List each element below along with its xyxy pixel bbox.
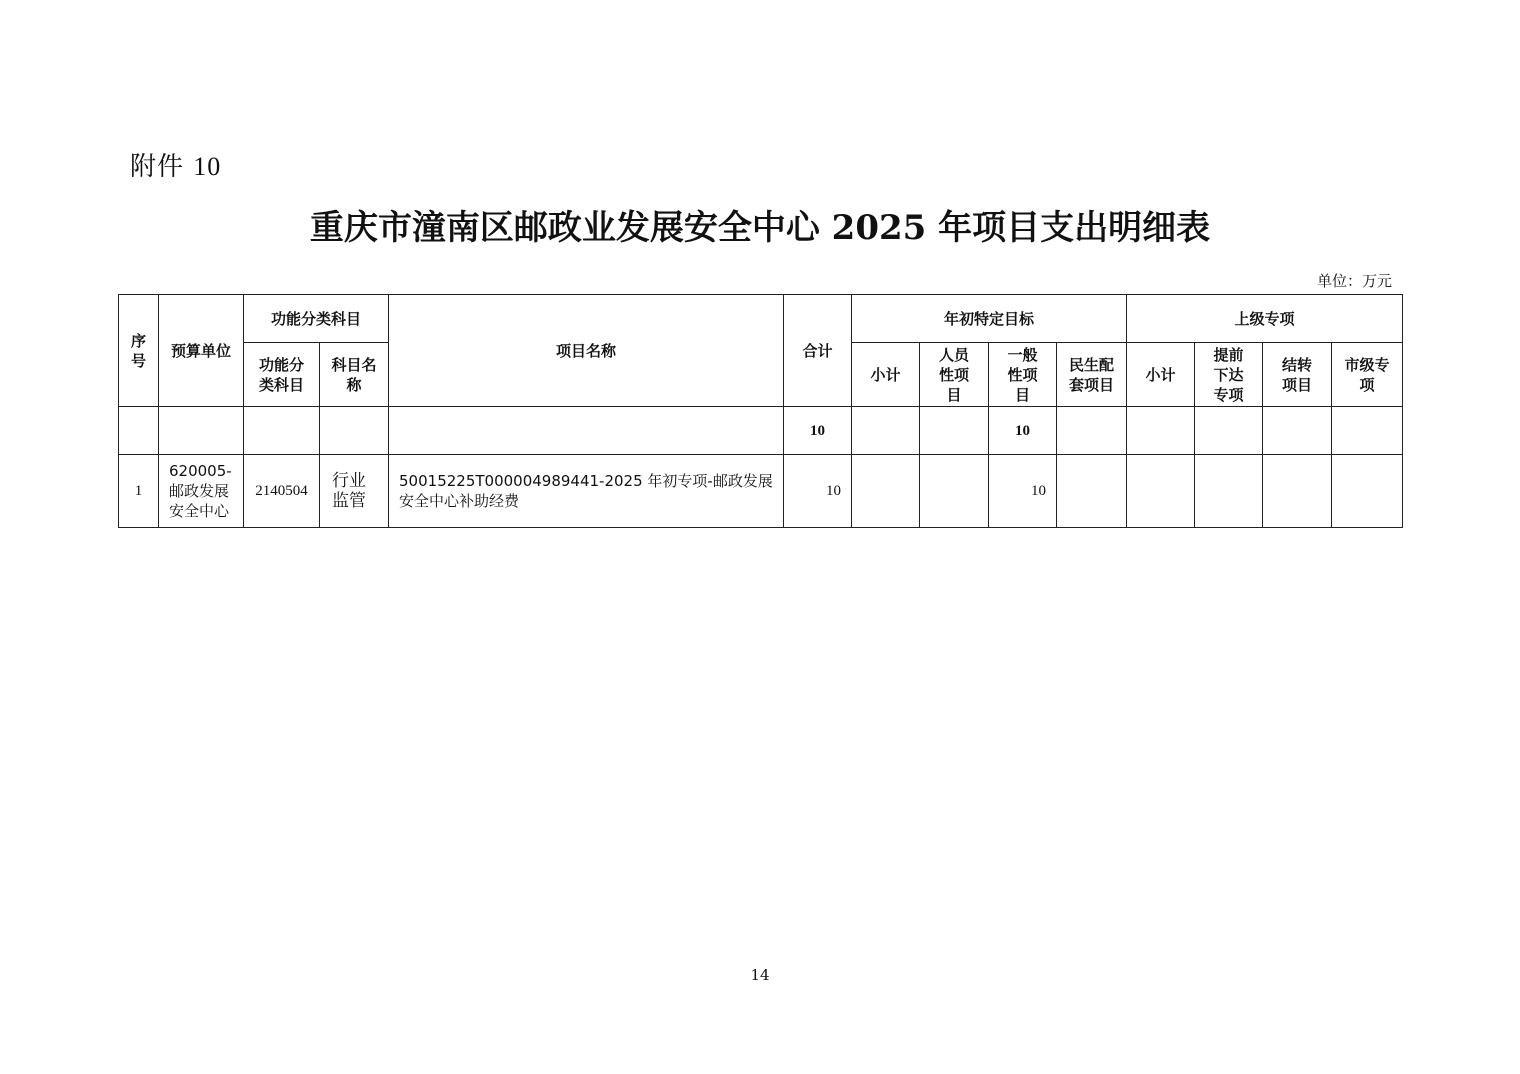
row-upper-carryover (1263, 455, 1332, 528)
summary-upper-advance (1195, 407, 1263, 455)
summary-annual-personnel (920, 407, 989, 455)
summary-row (119, 407, 1403, 455)
summary-upper-municipal (1332, 407, 1403, 455)
header-upper-advance: 提前下达专项 (1195, 343, 1263, 407)
row-budget-unit: 620005-邮政发展安全中心 (159, 455, 244, 528)
header-seq: 序号 (119, 295, 159, 407)
header-annual-livelihood: 民生配套项目 (1057, 343, 1127, 407)
row-upper-advance (1195, 455, 1263, 528)
header-upper-carryover: 结转项目 (1263, 343, 1332, 407)
row-annual-subtotal (852, 455, 920, 528)
unit-label: 单位：万元 (1316, 272, 1392, 290)
table-row (119, 455, 1403, 528)
row-annual-personnel (920, 455, 989, 528)
row-annual-general: 10 (989, 455, 1057, 528)
summary-seq (119, 407, 159, 455)
page-number: 14 (750, 966, 770, 984)
row-upper-subtotal (1127, 455, 1195, 528)
header-upper-group: 上级专项 (1127, 295, 1403, 343)
summary-upper-subtotal (1127, 407, 1195, 455)
summary-func-code (244, 407, 320, 455)
summary-annual-general: 10 (989, 407, 1057, 455)
attachment-label (130, 146, 221, 183)
header-annual-subtotal: 小计 (852, 343, 920, 407)
row-subject-name: 行业监管 (320, 455, 389, 528)
row-annual-livelihood (1057, 455, 1127, 528)
row-seq: 1 (119, 455, 159, 528)
summary-budget-unit (159, 407, 244, 455)
header-project-name: 项目名称 (389, 295, 784, 407)
header-subject-name: 科目名称 (320, 343, 389, 407)
document-title: 重庆市潼南区邮政业发展安全中心 2025 年项目支出明细表 (309, 208, 1211, 248)
header-upper-municipal: 市级专项 (1332, 343, 1403, 407)
header-row-1 (119, 295, 1403, 343)
project-expenditure-table (118, 294, 1403, 528)
header-annual-personnel: 人员性项目 (920, 343, 989, 407)
summary-upper-carryover (1263, 407, 1332, 455)
summary-subject-name (320, 407, 389, 455)
row-project-name: 50015225T000004989441-2025 年初专项-邮政发展安全中心补助经费 (389, 455, 784, 528)
row-total: 10 (784, 455, 852, 528)
row-upper-municipal (1332, 455, 1403, 528)
header-upper-subtotal: 小计 (1127, 343, 1195, 407)
summary-total: 10 (784, 407, 852, 455)
row-func-code: 2140504 (244, 455, 320, 528)
attachment-text: 附件 (130, 152, 185, 182)
summary-annual-subtotal (852, 407, 920, 455)
header-budget-unit: 预算单位 (159, 295, 244, 407)
attachment-number: 10 (193, 152, 222, 181)
summary-annual-livelihood (1057, 407, 1127, 455)
summary-project-name (389, 407, 784, 455)
header-total: 合计 (784, 295, 852, 407)
header-func-group: 功能分类科目 (244, 295, 389, 343)
header-annual-general: 一般性项目 (989, 343, 1057, 407)
header-annual-group: 年初特定目标 (852, 295, 1127, 343)
header-func-code: 功能分类科目 (244, 343, 320, 407)
